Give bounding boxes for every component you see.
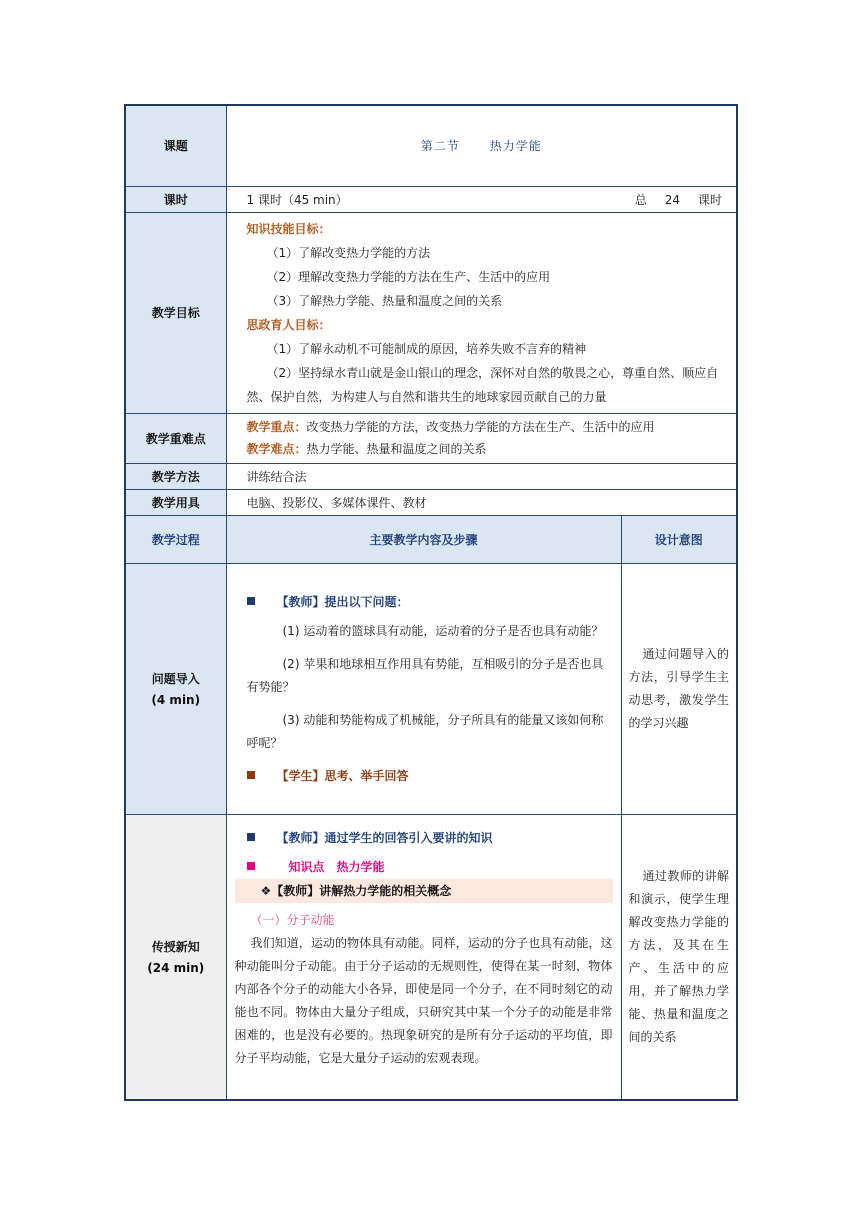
knowledge-goal-heading: 知识技能目标： bbox=[246, 221, 331, 236]
ideology-goal-item: （2）坚持绿水青山就是金山银山的理念，深怀对自然的敬畏之心，尊重自然、顺应自然、保护自然，为构建人与自然和谐共生的地球家园贡献自己的力量 bbox=[246, 365, 719, 404]
goals-cell bbox=[226, 212, 737, 413]
square-bullet-icon bbox=[247, 597, 255, 605]
difficulty-line: 教学难点：热力学能、热量和温度之间的关系 bbox=[246, 442, 487, 456]
intro-teacher-line: 【教师】提出以下问题： bbox=[247, 593, 615, 610]
key-points-cell bbox=[226, 413, 737, 463]
intro-question: (3) 动能和势能构成了机械能，分子所具有的能量又该如何称呼呢？ bbox=[246, 713, 604, 750]
tools-value: 电脑、投影仪、多媒体课件、教材 bbox=[226, 489, 737, 515]
method-value: 讲练结合法 bbox=[226, 463, 737, 489]
process-header: 教学过程 bbox=[125, 515, 226, 563]
intro-question: (1) 运动着的篮球具有动能，运动着的分子是否也具有动能？ bbox=[282, 624, 604, 638]
lesson-plan-table bbox=[124, 104, 738, 1101]
intro-content bbox=[226, 563, 621, 814]
teacher-banner: ❖【教师】讲解热力学能的相关概念 bbox=[235, 879, 613, 903]
key-points-label: 教学重难点 bbox=[125, 413, 226, 463]
lesson-title bbox=[226, 105, 737, 186]
intro-student-line: 【学生】思考、举手回答 bbox=[247, 767, 615, 784]
hours-label: 课时 bbox=[125, 186, 226, 212]
intro-stage bbox=[125, 563, 226, 814]
teach-stage-name: 传授新知 bbox=[151, 940, 200, 955]
knowledge-goal-item: （1）了解改变热力学能的方法 bbox=[266, 245, 431, 260]
square-bullet-icon bbox=[247, 771, 255, 779]
knowledge-goal-item: （2）理解改变热力学能的方法在生产、生活中的应用 bbox=[266, 269, 551, 284]
ideology-goal-heading: 思政育人目标： bbox=[246, 317, 331, 332]
method-label: 教学方法 bbox=[125, 463, 226, 489]
tools-label: 教学用具 bbox=[125, 489, 226, 515]
hours-cell bbox=[226, 186, 737, 212]
teach-design-text: 通过教师的讲解和演示，使学生理解改变热力学能的方法，及其在生产、生活中的应用，并了解热力学能、热量和温度之间的关系 bbox=[628, 868, 729, 1044]
teach-stage bbox=[125, 814, 226, 1100]
sub-heading: （一）分子动能 bbox=[250, 912, 335, 927]
square-bullet-icon bbox=[247, 833, 255, 841]
content-header: 主要教学内容及步骤 bbox=[226, 515, 621, 563]
intro-duration: (4 min) bbox=[151, 693, 201, 707]
hours-value: 1 课时（45 min） bbox=[246, 192, 348, 207]
intro-stage-name: 问题导入 bbox=[151, 672, 200, 686]
teach-content bbox=[226, 814, 621, 1100]
teach-design bbox=[621, 814, 737, 1100]
goals-label: 教学目标 bbox=[125, 212, 226, 413]
knowledge-goal-item: （3）了解热力学能、热量和温度之间的关系 bbox=[266, 293, 503, 308]
square-bullet-icon bbox=[247, 862, 255, 870]
intro-design bbox=[621, 563, 737, 814]
total-hours: 总 24 课时 bbox=[634, 192, 722, 207]
intro-question: (2) 苹果和地球相互作用具有势能，互相吸引的分子是否也具有势能？ bbox=[246, 657, 604, 694]
design-header: 设计意图 bbox=[621, 515, 737, 563]
lesson-label: 课题 bbox=[125, 105, 226, 186]
lesson-title-section: 第二节 bbox=[420, 139, 460, 154]
lesson-title-topic: 热力学能 bbox=[489, 139, 542, 154]
intro-design-text: 通过问题导入的方法，引导学生主动思考，激发学生的学习兴趣 bbox=[628, 646, 729, 730]
focus-line: 教学重点：改变热力学能的方法，改变热力学能的方法在生产、生活中的应用 bbox=[246, 420, 655, 434]
teach-duration: (24 min) bbox=[147, 961, 205, 976]
knowledge-point: 知识点 热力学能 bbox=[235, 858, 613, 875]
teach-teacher-line: 【教师】通过学生的回答引入要讲的知识 bbox=[235, 829, 613, 846]
teach-paragraph: 我们知道，运动的物体具有动能。同样，运动的分子也具有动能，这种动能叫分子动能。由于分子运动的无规则性，使得在某一时刻，物体内部各个分子的动能大小各异，即使是同一个分子，在不同时刻它的动能也不同。物体由大量分子组成，只研究其中某一个分子的动能是非常困难的，也是没有必要的。热现象研究的是所有分子运动的平均值，即分子平均动能，它是大量分子运动的宏观表现。 bbox=[234, 935, 613, 1065]
ideology-goal-item: （1）了解永动机不可能制成的原因，培养失败不言弃的精神 bbox=[266, 341, 587, 356]
